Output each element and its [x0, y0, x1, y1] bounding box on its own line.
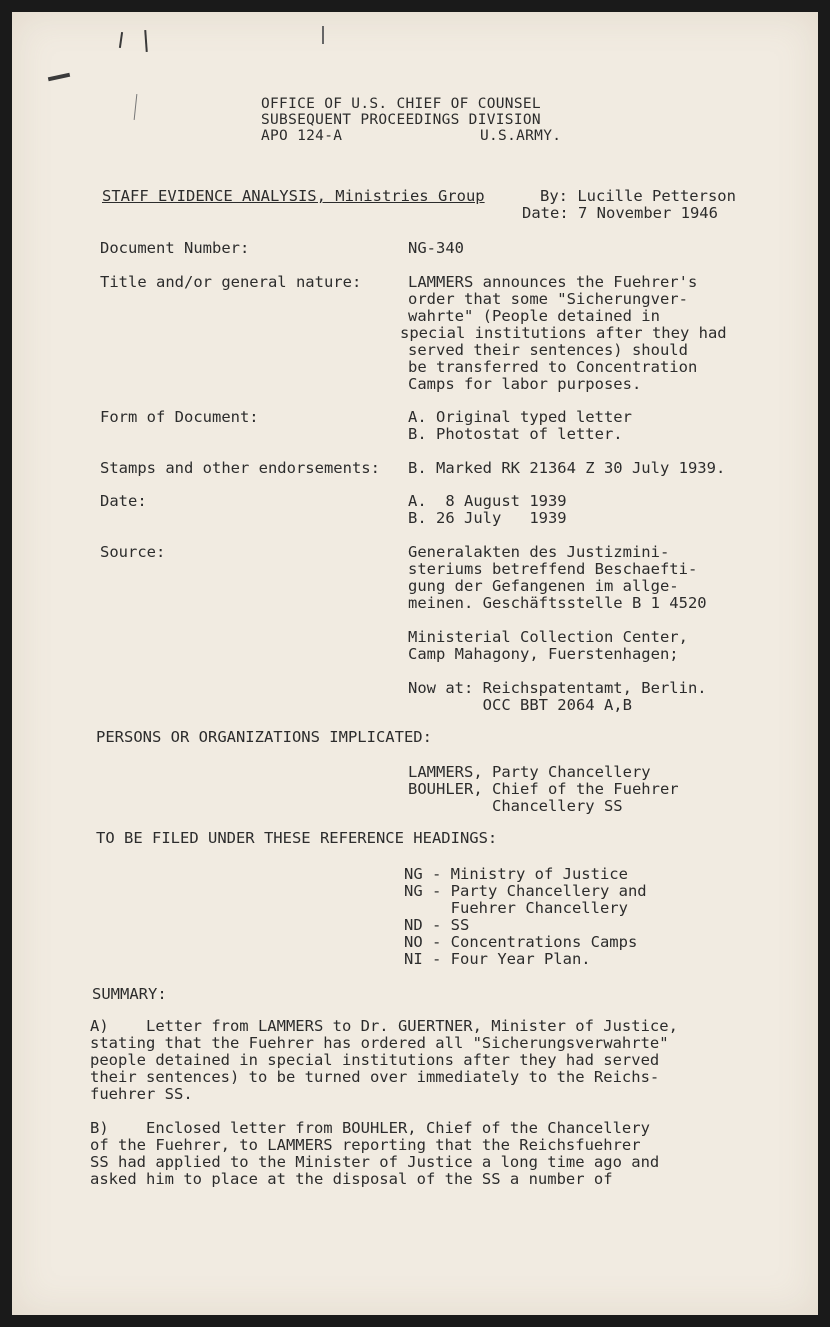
ink-mark [322, 26, 324, 44]
source-line: gung der Gefangenen im allge- [408, 577, 679, 595]
summary-a-line: people detained in special institutions after they had served [90, 1051, 660, 1069]
header-apo: APO 124-A [261, 128, 343, 144]
analysis-by: By: Lucille Petterson [540, 187, 736, 205]
reference-line: NG - Ministry of Justice [404, 865, 628, 883]
reference-line: Fuehrer Chancellery [404, 899, 628, 917]
collection-line: Camp Mahagony, Fuerstenhagen; [408, 645, 679, 663]
persons-line: LAMMERS, Party Chancellery [408, 763, 651, 781]
reference-line: NI - Four Year Plan. [404, 950, 591, 968]
summary-a-line: fuehrer SS. [90, 1085, 193, 1103]
date-label: Date: [100, 492, 147, 510]
summary-b-line: B) Enclosed letter from BOUHLER, Chief of the Chancellery [90, 1119, 650, 1137]
stamps-value: B. Marked RK 21364 Z 30 July 1939. [408, 459, 726, 477]
persons-heading: PERSONS OR ORGANIZATIONS IMPLICATED: [96, 728, 432, 746]
title-line: be transferred to Concentration [408, 358, 698, 376]
title-line: order that some "Sicherungver- [408, 290, 688, 308]
header-army: U.S.ARMY. [480, 128, 562, 144]
title-line: served their sentences) should [408, 341, 688, 359]
ink-mark [48, 73, 70, 81]
now-at-line: OCC BBT 2064 A,B [408, 696, 632, 714]
reference-line: NG - Party Chancellery and [404, 882, 647, 900]
title-line: Camps for labor purposes. [408, 375, 642, 393]
summary-heading: SUMMARY: [92, 985, 167, 1003]
source-line: meinen. Geschäftsstelle B 1 4520 [408, 594, 707, 612]
source-label: Source: [100, 543, 166, 561]
document-number-label: Document Number: [100, 239, 250, 257]
title-line: LAMMERS announces the Fuehrer's [408, 273, 698, 291]
reference-heading: TO BE FILED UNDER THESE REFERENCE HEADINGS: [96, 829, 498, 847]
date-line: B. 26 July 1939 [408, 509, 567, 527]
summary-a-line: stating that the Fuehrer has ordered all "Sicherungsverwahrte" [90, 1034, 669, 1052]
persons-line: BOUHLER, Chief of the Fuehrer [408, 780, 679, 798]
title-line: special institutions after they had [400, 324, 727, 342]
summary-b-line: asked him to place at the disposal of the SS a number of [90, 1170, 613, 1188]
summary-a-line: their sentences) to be turned over immediately to the Reichs- [90, 1068, 660, 1086]
document-number-value: NG-340 [408, 239, 464, 257]
title-label: Title and/or general nature: [100, 273, 362, 291]
document-page [12, 12, 818, 1315]
ink-mark [144, 30, 148, 52]
ink-mark [119, 32, 123, 48]
header-office: OFFICE OF U.S. CHIEF OF COUNSEL [261, 96, 541, 112]
title-line: wahrte" (People detained in [408, 307, 660, 325]
summary-b-line: of the Fuehrer, to LAMMERS reporting that the Reichsfuehrer [90, 1136, 641, 1154]
form-line: A. Original typed letter [408, 408, 632, 426]
date-line: A. 8 August 1939 [408, 492, 567, 510]
document-body [12, 12, 818, 1315]
analysis-title: STAFF EVIDENCE ANALYSIS, Ministries Group [102, 187, 485, 205]
persons-line: Chancellery SS [408, 797, 623, 815]
source-line: Generalakten des Justizmini- [408, 543, 670, 561]
form-line: B. Photostat of letter. [408, 425, 623, 443]
now-at-line: Now at: Reichspatentamt, Berlin. [408, 679, 707, 697]
reference-line: ND - SS [404, 916, 470, 934]
reference-line: NO - Concentrations Camps [404, 933, 638, 951]
form-label: Form of Document: [100, 408, 259, 426]
summary-a-line: A) Letter from LAMMERS to Dr. GUERTNER, Minister of Justice, [90, 1017, 678, 1035]
source-line: steriums betreffend Beschaefti- [408, 560, 698, 578]
ink-mark [134, 94, 138, 120]
stamps-label: Stamps and other endorsements: [100, 459, 380, 477]
collection-line: Ministerial Collection Center, [408, 628, 688, 646]
header-division: SUBSEQUENT PROCEEDINGS DIVISION [261, 112, 541, 128]
analysis-date: Date: 7 November 1946 [522, 204, 718, 222]
summary-b-line: SS had applied to the Minister of Justice a long time ago and [90, 1153, 660, 1171]
